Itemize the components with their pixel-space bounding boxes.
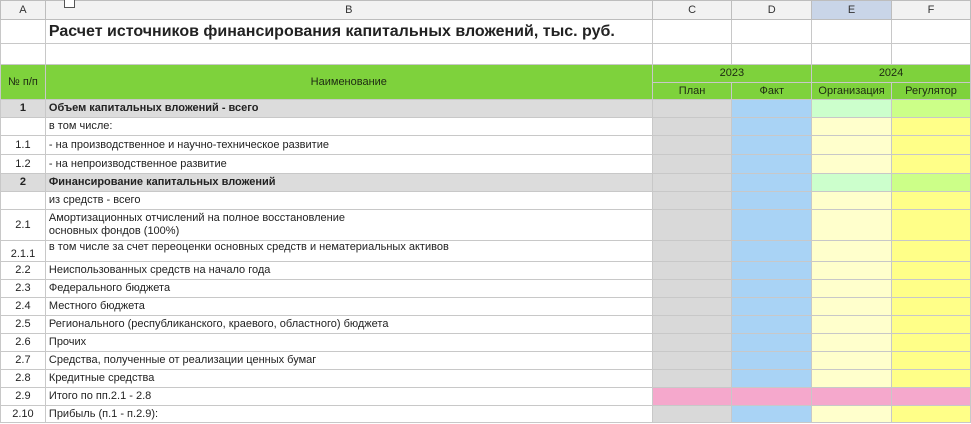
row-number[interactable]: 2.1.1	[1, 241, 46, 262]
plan-cell[interactable]	[652, 136, 732, 155]
table-row	[1, 241, 971, 262]
organization-cell[interactable]	[812, 334, 892, 352]
regulator-cell[interactable]	[892, 370, 971, 388]
plan-cell[interactable]	[652, 370, 732, 388]
fact-cell[interactable]	[732, 174, 812, 192]
fact-cell[interactable]	[732, 334, 812, 352]
row-name[interactable]: Кредитные средства	[45, 370, 652, 388]
plan-cell[interactable]	[652, 100, 732, 118]
row-name[interactable]: в том числе за счет переоценки основных средств и нематериальных активов	[45, 241, 652, 262]
organization-cell[interactable]	[812, 280, 892, 298]
table-row	[1, 370, 971, 388]
row-name[interactable]: Прочих	[45, 334, 652, 352]
row-number[interactable]: 2.4	[1, 298, 46, 316]
cell[interactable]	[732, 20, 812, 44]
cell[interactable]	[45, 44, 652, 65]
row-name[interactable]: - на производственное и научно-техническое развитие	[45, 136, 652, 155]
row-name[interactable]: Неиспользованных средств на начало года	[45, 262, 652, 280]
fact-cell[interactable]	[732, 100, 812, 118]
table-row	[1, 174, 971, 192]
row-number[interactable]: 2.10	[1, 406, 46, 423]
row-number[interactable]: 1.2	[1, 155, 46, 174]
cell[interactable]	[652, 20, 732, 44]
fact-cell[interactable]	[732, 352, 812, 370]
plan-cell[interactable]	[652, 241, 732, 262]
column-header-c[interactable]: C	[652, 1, 732, 20]
row-name[interactable]: Местного бюджета	[45, 298, 652, 316]
row-name[interactable]: Амортизационных отчислений на полное восстановление основных фондов (100%)	[45, 210, 652, 241]
plan-cell[interactable]	[652, 316, 732, 334]
regulator-cell[interactable]	[892, 388, 971, 406]
table-row	[1, 406, 971, 423]
organization-cell[interactable]	[812, 100, 892, 118]
row-name[interactable]: Федерального бюджета	[45, 280, 652, 298]
fact-cell[interactable]	[732, 118, 812, 136]
fact-cell[interactable]	[732, 370, 812, 388]
organization-cell[interactable]	[812, 174, 892, 192]
fact-cell[interactable]	[732, 406, 812, 423]
table-row	[1, 210, 971, 241]
column-header-row	[1, 1, 971, 20]
organization-cell[interactable]	[812, 316, 892, 334]
table-row	[1, 388, 971, 406]
row-name[interactable]: Итого по пп.2.1 - 2.8	[45, 388, 652, 406]
fact-cell[interactable]	[732, 136, 812, 155]
row-number[interactable]: 2.3	[1, 280, 46, 298]
organization-cell[interactable]	[812, 136, 892, 155]
plan-cell[interactable]	[652, 174, 732, 192]
table-row	[1, 298, 971, 316]
plan-cell[interactable]	[652, 192, 732, 210]
column-header-f[interactable]: F	[892, 1, 971, 20]
regulator-cell[interactable]	[892, 100, 971, 118]
regulator-cell[interactable]	[892, 316, 971, 334]
regulator-cell[interactable]	[892, 241, 971, 262]
row-number[interactable]: 2.8	[1, 370, 46, 388]
organization-cell[interactable]	[812, 118, 892, 136]
title-row	[1, 20, 971, 44]
organization-cell[interactable]	[812, 352, 892, 370]
header-organization[interactable]: Организация	[812, 83, 892, 100]
table-row	[1, 352, 971, 370]
blank-row	[1, 44, 971, 65]
cell[interactable]	[812, 20, 892, 44]
row-number[interactable]: 2.1	[1, 210, 46, 241]
table-row	[1, 334, 971, 352]
plan-cell[interactable]	[652, 406, 732, 423]
plan-cell[interactable]	[652, 280, 732, 298]
row-number[interactable]	[1, 118, 46, 136]
table-row	[1, 280, 971, 298]
organization-cell[interactable]	[812, 388, 892, 406]
organization-cell[interactable]	[812, 298, 892, 316]
row-number[interactable]: 2.9	[1, 388, 46, 406]
regulator-cell[interactable]	[892, 280, 971, 298]
row-name[interactable]: Прибыль (п.1 - п.2.9):	[45, 406, 652, 423]
organization-cell[interactable]	[812, 262, 892, 280]
column-header-a[interactable]: A	[1, 1, 46, 20]
header-row-1	[1, 65, 971, 83]
regulator-cell[interactable]	[892, 192, 971, 210]
row-number[interactable]: 1	[1, 100, 46, 118]
plan-cell[interactable]	[652, 262, 732, 280]
regulator-cell[interactable]	[892, 352, 971, 370]
plan-cell[interactable]	[652, 298, 732, 316]
organization-cell[interactable]	[812, 406, 892, 423]
table-row	[1, 118, 971, 136]
row-number[interactable]	[1, 192, 46, 210]
regulator-cell[interactable]	[892, 118, 971, 136]
fact-cell[interactable]	[732, 280, 812, 298]
organization-cell[interactable]	[812, 210, 892, 241]
regulator-cell[interactable]	[892, 406, 971, 423]
cell[interactable]	[1, 44, 46, 65]
filter-dropdown-icon[interactable]	[64, 0, 75, 8]
plan-cell[interactable]	[652, 334, 732, 352]
fact-cell[interactable]	[732, 388, 812, 406]
table-row	[1, 262, 971, 280]
regulator-cell[interactable]	[892, 155, 971, 174]
row-name[interactable]: Финансирование капитальных вложений	[45, 174, 652, 192]
regulator-cell[interactable]	[892, 174, 971, 192]
row-name[interactable]: Объем капитальных вложений - всего	[45, 100, 652, 118]
header-year-2023[interactable]: 2023	[652, 65, 811, 83]
row-number[interactable]: 2.7	[1, 352, 46, 370]
table-row	[1, 192, 971, 210]
plan-cell[interactable]	[652, 352, 732, 370]
cell[interactable]	[812, 44, 892, 65]
regulator-cell[interactable]	[892, 334, 971, 352]
fact-cell[interactable]	[732, 241, 812, 262]
regulator-cell[interactable]	[892, 210, 971, 241]
table-row	[1, 155, 971, 174]
organization-cell[interactable]	[812, 192, 892, 210]
organization-cell[interactable]	[812, 155, 892, 174]
cell[interactable]	[892, 44, 971, 65]
header-num[interactable]: № п/п	[1, 65, 46, 100]
regulator-cell[interactable]	[892, 262, 971, 280]
organization-cell[interactable]	[812, 241, 892, 262]
fact-cell[interactable]	[732, 155, 812, 174]
header-plan[interactable]: План	[652, 83, 732, 100]
column-header-d[interactable]: D	[732, 1, 812, 20]
row-number[interactable]: 2.5	[1, 316, 46, 334]
row-number[interactable]: 2.6	[1, 334, 46, 352]
row-number[interactable]: 2.2	[1, 262, 46, 280]
fact-cell[interactable]	[732, 316, 812, 334]
table-row	[1, 316, 971, 334]
cell[interactable]	[892, 20, 971, 44]
cell[interactable]	[1, 20, 46, 44]
column-header-b[interactable]: B	[45, 1, 652, 20]
cell[interactable]	[732, 44, 812, 65]
header-regulator[interactable]: Регулятор	[892, 83, 971, 100]
regulator-cell[interactable]	[892, 136, 971, 155]
fact-cell[interactable]	[732, 192, 812, 210]
plan-cell[interactable]	[652, 210, 732, 241]
plan-cell[interactable]	[652, 118, 732, 136]
table-row	[1, 136, 971, 155]
table-row	[1, 100, 971, 118]
row-name[interactable]: Средства, полученные от реализации ценных бумаг	[45, 352, 652, 370]
header-year-2024[interactable]: 2024	[812, 65, 971, 83]
row-name[interactable]: из средств - всего	[45, 192, 652, 210]
row-name[interactable]: - на непроизводственное развитие	[45, 155, 652, 174]
column-header-e[interactable]: E	[812, 1, 892, 20]
regulator-cell[interactable]	[892, 298, 971, 316]
header-name[interactable]: Наименование	[45, 65, 652, 100]
cell[interactable]	[652, 44, 732, 65]
header-fact[interactable]: Факт	[732, 83, 812, 100]
fact-cell[interactable]	[732, 210, 812, 241]
sheet-title[interactable]: Расчет источников финансирования капитальных вложений, тыс. руб.	[45, 20, 652, 44]
row-name[interactable]: Регионального (республиканского, краевого, областного) бюджета	[45, 316, 652, 334]
fact-cell[interactable]	[732, 262, 812, 280]
plan-cell[interactable]	[652, 155, 732, 174]
plan-cell[interactable]	[652, 388, 732, 406]
row-number[interactable]: 1.1	[1, 136, 46, 155]
row-name[interactable]: в том числе:	[45, 118, 652, 136]
row-number[interactable]: 2	[1, 174, 46, 192]
fact-cell[interactable]	[732, 298, 812, 316]
organization-cell[interactable]	[812, 370, 892, 388]
